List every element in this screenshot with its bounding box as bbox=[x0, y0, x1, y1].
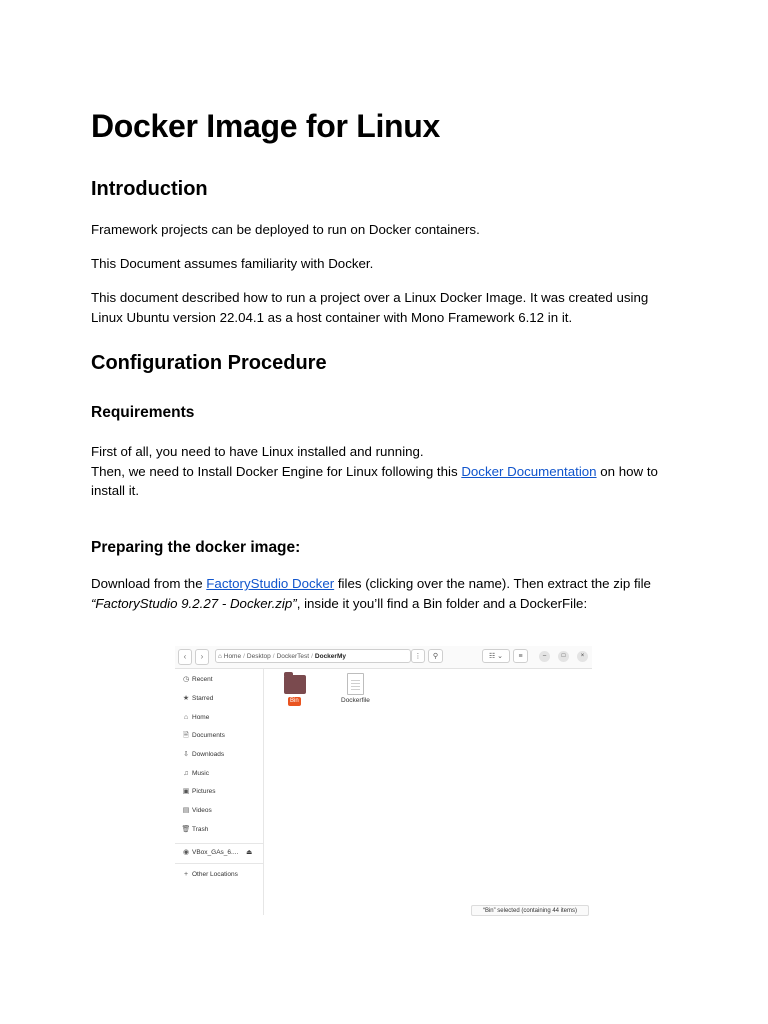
bin-folder-label: Bin bbox=[290, 698, 299, 704]
folder-icon bbox=[284, 675, 306, 694]
file-manager-screenshot bbox=[175, 646, 592, 916]
sidebar-item-pictures bbox=[181, 785, 215, 799]
document-icon: 🗎 bbox=[183, 732, 189, 739]
sidebar-item-starred bbox=[181, 692, 213, 706]
search-icon: ⚲ bbox=[428, 649, 443, 663]
home-icon: ⌂ bbox=[183, 714, 189, 721]
path-desktop: Desktop bbox=[246, 653, 271, 660]
page-title: Docker Image for Linux bbox=[91, 108, 441, 144]
file-icon bbox=[347, 673, 364, 695]
requirements-paragraph bbox=[91, 442, 681, 501]
requirements-line-2-start: Then, we need to Install Docker Engine for Linux following this bbox=[91, 463, 462, 479]
intro-paragraph-1: Framework projects can be deployed to run on Docker containers. bbox=[91, 222, 480, 237]
sidebar-item-downloads bbox=[181, 748, 224, 762]
intro-paragraph-3: This document described how to run a project over a Linux Docker Image. It was created using Linux Ubuntu version 22.04.1 as a host container with Mono Framework 6.12 in it. bbox=[91, 290, 649, 325]
clock-icon: ◷ bbox=[182, 676, 190, 683]
star-icon: ★ bbox=[182, 695, 190, 702]
configuration-heading: Configuration Procedure bbox=[91, 352, 327, 374]
hamburger-menu-icon: ≡ bbox=[513, 649, 528, 663]
home-icon: ⌂ bbox=[218, 653, 222, 660]
sidebar-label: Pictures bbox=[192, 788, 216, 795]
intro-paragraph-2: This Document assumes familiarity with Docker. bbox=[91, 256, 374, 271]
factorystudio-docker-link[interactable]: FactoryStudio Docker bbox=[206, 576, 335, 591]
file-manager-sidebar bbox=[175, 669, 264, 915]
status-bar: “Bin” selected (containing 44 items) bbox=[471, 905, 589, 916]
docker-documentation-link[interactable]: Docker Documentation bbox=[461, 463, 597, 479]
file-manager-header bbox=[175, 646, 592, 669]
picture-icon: ▣ bbox=[182, 788, 190, 795]
other-locations-label: Other Locations bbox=[192, 871, 238, 878]
back-icon: ‹ bbox=[178, 649, 192, 665]
sidebar-divider bbox=[175, 843, 263, 844]
sidebar-item-documents bbox=[181, 729, 225, 743]
sidebar-label: Videos bbox=[192, 807, 212, 814]
sidebar-item-home bbox=[181, 711, 209, 725]
preparing-text-middle: files (clicking over the name). Then extract the zip file bbox=[334, 576, 651, 591]
requirements-heading: Requirements bbox=[91, 404, 195, 421]
preparing-heading: Preparing the docker image: bbox=[91, 539, 301, 556]
requirements-line-2-end: on how to install it. bbox=[91, 463, 658, 498]
download-icon: ⇩ bbox=[183, 751, 189, 758]
eject-icon: ⏏ bbox=[246, 849, 253, 856]
sidebar-item-recent bbox=[181, 673, 213, 687]
close-icon: × bbox=[577, 651, 588, 662]
sidebar-label: Trash bbox=[192, 826, 209, 833]
video-icon: ▤ bbox=[182, 807, 190, 814]
minimize-icon: – bbox=[539, 651, 550, 662]
requirements-line-1: First of all, you need to have Linux installed and running. bbox=[91, 444, 424, 459]
sidebar-label: Documents bbox=[192, 732, 225, 739]
sidebar-label: Recent bbox=[192, 676, 213, 683]
maximize-icon: □ bbox=[558, 651, 569, 662]
sidebar-item-device bbox=[181, 846, 252, 860]
zip-file-name: “FactoryStudio 9.2.27 - Docker.zip” bbox=[91, 595, 297, 611]
path-dockertest: DockerTest bbox=[276, 653, 310, 660]
path-home: Home bbox=[223, 653, 242, 660]
sidebar-item-other-locations bbox=[181, 868, 238, 882]
device-label: VBox_GAs_6.... bbox=[192, 849, 239, 856]
sidebar-label: Starred bbox=[192, 695, 214, 702]
view-list-icon: ☷ ⌄ bbox=[482, 649, 510, 663]
sidebar-label: Downloads bbox=[192, 751, 225, 758]
music-icon: ♫ bbox=[183, 770, 189, 777]
sidebar-label: Music bbox=[192, 770, 209, 777]
sidebar-item-videos bbox=[181, 804, 212, 818]
plus-icon: + bbox=[183, 871, 189, 878]
forward-icon: › bbox=[195, 649, 209, 665]
sidebar-divider bbox=[175, 863, 263, 864]
trash-icon: 🗑 bbox=[181, 826, 191, 833]
menu-dots-icon: ⋮ bbox=[411, 649, 425, 663]
introduction-heading: Introduction bbox=[91, 178, 208, 200]
path-current: DockerMy bbox=[314, 653, 346, 660]
preparing-text-start: Download from the bbox=[91, 576, 207, 591]
preparing-text-end: , inside it you’ll find a Bin folder and a DockerFile: bbox=[296, 595, 588, 611]
preparing-paragraph bbox=[91, 574, 681, 613]
sidebar-label: Home bbox=[192, 714, 210, 721]
sidebar-item-music bbox=[181, 767, 209, 781]
path-bar: ⌂ Home / Desktop / DockerTest / DockerMy bbox=[215, 649, 411, 663]
dockerfile-label: Dockerfile bbox=[341, 697, 370, 704]
disc-icon: ◉ bbox=[182, 849, 190, 856]
sidebar-item-trash bbox=[181, 823, 208, 837]
